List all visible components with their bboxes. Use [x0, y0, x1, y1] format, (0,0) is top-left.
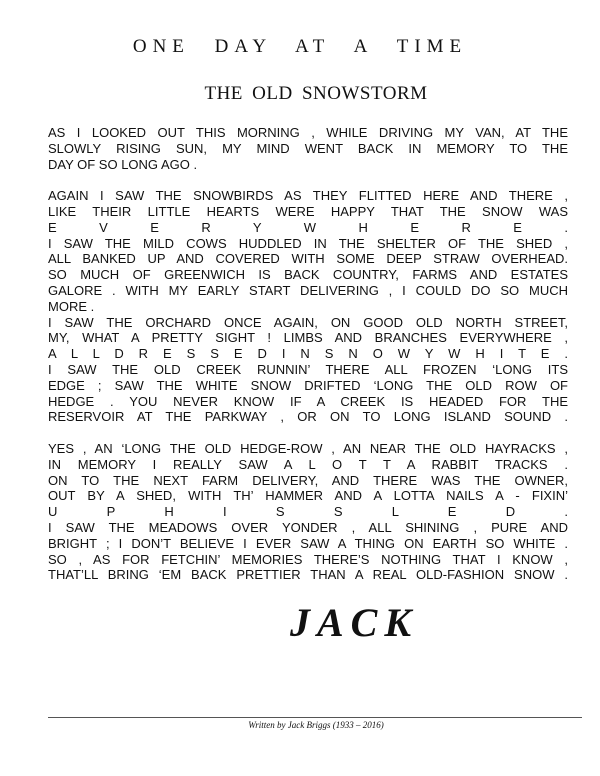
poem-line: IN MEMORY I REALLY SAW A L O T T A RABBIT TRACKS . — [48, 456, 568, 472]
poem-line: I SAW THE OLD CREEK RUNNIN’ THERE ALL FROZEN ‘LONG ITS — [48, 361, 568, 377]
poem-line: RESERVOIR AT THE PARKWAY , OR ON TO LONG ISLAND SOUND . — [48, 409, 568, 425]
poem-line: LIKE THEIR LITTLE HEARTS WERE HAPPY THAT THE SNOW WAS — [48, 203, 568, 219]
poem-line: SO MUCH OF GREENWICH IS BACK COUNTRY, FARMS AND ESTATES — [48, 267, 568, 283]
paragraph-gap — [48, 425, 568, 441]
poem-line: AGAIN I SAW THE SNOWBIRDS AS THEY FLITTED HERE AND THERE , — [48, 188, 568, 204]
poem-line: SO , AS FOR FETCHIN’ MEMORIES THERE’S NOTHING THAT I KNOW , — [48, 551, 568, 567]
poem-line: DAY OF SO LONG AGO . — [48, 156, 198, 172]
poem-line: ALL BANKED UP AND COVERED WITH SOME DEEP STRAW OVERHEAD. — [48, 251, 568, 267]
poem-line: I SAW THE MEADOWS OVER YONDER , ALL SHINING , PURE AND — [48, 519, 568, 535]
footer-credit: Written by Jack Briggs (1933 – 2016) — [248, 720, 384, 730]
poem-title: THE OLD SNOWSTORM — [204, 83, 428, 104]
poem-line: YES , AN ‘LONG THE OLD HEDGE-ROW , AN NEAR THE OLD HAYRACKS , — [48, 440, 568, 456]
poem-body — [48, 125, 568, 583]
poem-line: SLOWLY RISING SUN, MY MIND WENT BACK IN MEMORY TO THE — [48, 140, 568, 156]
poem-line: MORE . — [48, 298, 95, 314]
poem-line: MY, WHAT A PRETTY SIGHT ! LIMBS AND BRANCHES EVERYWHERE , — [48, 330, 568, 346]
poem-line: EDGE ; SAW THE WHITE SNOW DRIFTED ‘LONG THE OLD ROW OF — [48, 377, 568, 393]
poem-line: AS I LOOKED OUT THIS MORNING , WHILE DRIVING MY VAN, AT THE — [48, 125, 568, 140]
poem-line: ON TO THE NEXT FARM DELIVERY, AND THERE WAS THE OWNER, — [48, 472, 568, 488]
signature: JACK — [290, 600, 419, 645]
paragraph-gap — [48, 172, 568, 188]
poem-line: THAT’LL BRING ‘EM BACK PRETTIER THAN A REAL OLD-FASHION SNOW . — [48, 567, 568, 583]
poem-line: GALORE . WITH MY EARLY START DELIVERING , I COULD DO SO MUCH — [48, 282, 568, 298]
poem-line: BRIGHT ; I DON’T BELIEVE I EVER SAW A THING ON EARTH SO WHITE . — [48, 535, 568, 551]
poem-line: I SAW THE MILD COWS HUDDLED IN THE SHELTER OF THE SHED , — [48, 235, 568, 251]
poem-line: U P H I S S L E D . — [48, 504, 568, 520]
poem-line: OUT BY A SHED, WITH TH’ HAMMER AND A LOTTA NAILS A - FIXIN’ — [48, 488, 568, 504]
poem-line: A L L D R E S S E D I N S N O W Y W H I T E . — [48, 346, 568, 362]
poem-line: HEDGE . YOU NEVER KNOW IF A CREEK IS HEADED FOR THE — [48, 393, 568, 409]
poem-line: E V E R Y W H E R E . — [48, 219, 568, 235]
poem-line: I SAW THE ORCHARD ONCE AGAIN, ON GOOD OLD NORTH STREET, — [48, 314, 568, 330]
page-title: ONE DAY AT A TIME — [132, 36, 468, 57]
footer-divider — [48, 717, 582, 718]
